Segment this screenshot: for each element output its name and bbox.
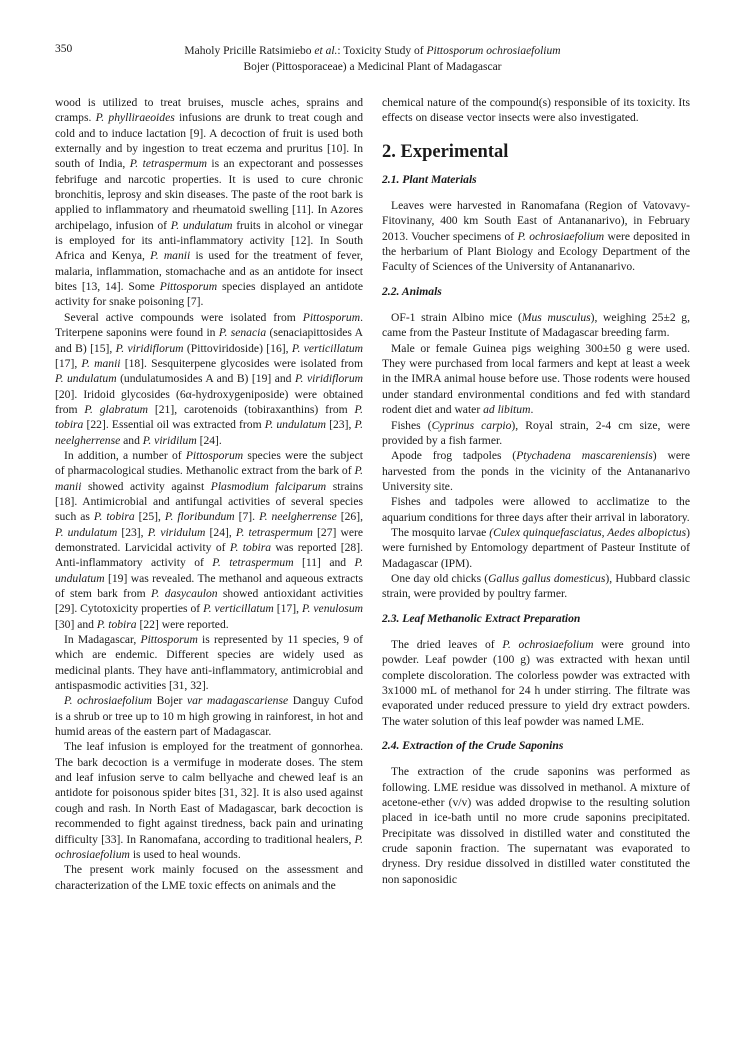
italic-text: Ptychadena mascareniensis [516,449,653,463]
text-run: Male or female Guinea pigs weighing 300±50 g were used. They were purchased from local farmers and kept at least a week in the IMRA animal house before use. Those rodents were housed under standard environmental conditions and fed with standard rodent diet and water [382,341,690,417]
italic-text: Gallus gallus domesticus [488,571,606,585]
text-run: The mosquito larvae [391,525,490,539]
text-run: ) were furnished by Entomology department of Pasteur Institute of Madagascar (IPM). [382,525,690,570]
italic-text: P. viridilum [142,433,197,447]
text-run: Fishes and tadpoles were allowed to acclimatize to the aquarium conditions for three days after their arrival in laboratory. [382,495,690,524]
text-run: [17], [273,602,302,616]
running-header-line-1 [150,43,595,59]
italic-text: P. verticillatum [203,602,274,616]
text-run: 2.1. Plant Materials [382,172,477,186]
text-run: strains [18]. Antimicrobial and antifungal activities of several species such as [55,479,363,524]
text-run: ), Hubbard classic strain, were provided by poultry farmer. [382,571,690,601]
text-run: showed activity against [81,479,211,493]
italic-text: P. tetraspermum [235,525,313,539]
italic-text: P. tobira [96,617,137,631]
italic-text: Mus musculus [521,311,591,325]
italic-text: Pittosporum [302,310,361,324]
italic-text: P. verticillatum [291,341,363,355]
text-run: [25], [134,510,165,524]
text-run: The extraction of the crude saponins was performed as following. LME residue was dissolved in methanol. A mixture of acetone-ether (v/v) was added dropwise to the resulting solution placed in ice-bath until no more crude saponins precipitated. Precipitate was dissolved in distilled water and constituted the crude saponin fraction. The supernatant was evaporated to dryness. Dry residue dissolved in distilled water constituted the non saponosidic [382,765,690,886]
page-number: 350 [55,43,73,55]
text-run: is used for the treatment of fever, malaria, inflammation, stomachache and as an antidote for insect bites [13, 14]. Some [55,249,364,294]
italic-text: P. floribundum [164,510,235,524]
italic-text: Pittosporum [159,280,218,294]
text-run: species were the subject of pharmacological studies. Methanolic extract from the bark of [55,448,363,478]
italic-text: P. dasycaulon [150,587,218,600]
italic-text: P. undulatum [55,556,364,585]
running-header [150,43,595,75]
text-run: (undulatumosides A and B) [19] and [116,372,295,386]
paragraph [382,637,690,729]
italic-text: P. ochrosiaefolium [64,694,152,708]
italic-text: P. undulatum [264,418,326,432]
paragraph [55,95,363,310]
subsection-heading [382,172,690,187]
paragraph [55,310,363,448]
italic-text: P. ochrosiaefolium [55,832,363,861]
text-run: is used to heal wounds. [129,847,241,861]
paragraph [382,448,690,494]
italic-text: P. manii [81,356,121,370]
paragraph [382,494,690,525]
text-run: [30] and [55,617,97,631]
text-run: ), Royal strain, 2-4 cm size, were provided by a fish farmer. [382,418,690,447]
text-run: [11] and [293,556,355,570]
italic-text: ad libitum [483,403,531,417]
italic-text: P. venulosum [301,602,363,616]
subsection-heading [382,738,690,753]
text-run: Several active compounds were isolated from [64,310,303,324]
italic-text: P. manii [150,249,191,263]
subsection-heading [382,284,690,299]
text-run: Leaves were harvested in Ranomafana (Region of Vatovavy-Fitovinany, 400 km South East of Antananarivo), in February 2013. Voucher specimens of [382,199,690,243]
italic-text: P. viridiflorum [294,372,363,386]
section-heading [382,141,690,163]
text-run: ), weighing 25±2 g, came from the Pasteur Institute of Madagascar breeding farm. [382,311,690,340]
italic-text: P. undulatum [170,218,233,232]
text-run: [21], carotenoids (tobiraxanthins) from [148,402,355,416]
paragraph [382,571,690,602]
text-run: Apode frog tadpoles ( [391,449,517,463]
text-run: and [120,433,143,447]
italic-text: P. tobira [55,402,364,432]
italic-text: Plasmodium falciparum [210,479,327,493]
italic-text: P. ochrosiaefolium [517,229,605,243]
text-run: . [530,403,534,417]
text-run: [24], [205,525,236,539]
text-run: (Pittoviridoside) [16], [183,341,292,355]
text-run: 2. Experimental [382,141,509,162]
italic-text: P. neelgherrense [55,418,363,447]
italic-text: P. tetraspermum [129,157,208,171]
italic-text: P. neelgherrense [259,510,337,524]
right-column [382,95,690,887]
text-run: wood is utilized to treat bruises, muscle aches, sprains and cramps. [55,96,363,125]
paragraph [55,448,363,632]
italic-text: P. undulatum [55,372,117,386]
text-run: Danguy Cufod is a shrub or tree up to 10 m high growing in rainforest, in hot and humid areas of the eastern part of Madagascar. [55,694,363,739]
italic-text: P. phylliraeoides [95,111,175,125]
paragraph [382,525,690,571]
text-run: 2.3. Leaf Methanolic Extract Preparation [382,611,581,625]
text-run: The dried leaves of [391,637,503,651]
text-run: is represented by 11 species, 9 of which are endemic. Different species are widely used as medicinal plants. They have anti-inflammatory, antimicrobial and antispasmodic activities [31, 32]. [55,633,363,693]
et-al: et al. [314,45,338,57]
text-run: . Triterpene saponins were found in [55,310,363,340]
text-run: One day old chicks ( [391,571,489,585]
text-run: is an expectorant and possesses febrifuge and narcotic properties. It is used to cure chronic bronchitis, leprosy and skin diseases. The paste of the root bark is applied to inflammatory and rheumatoid swelling [11]. In Azores archipelago, infusion of [55,157,363,232]
italic-text: P. undulatum [55,525,118,539]
text-run: [20]. Iridoid glycosides (6α-hydroxygeniposide) were obtained from [55,387,363,416]
text-run: [19] was revealed. The methanol and aqueous extracts of stem bark from [55,571,363,600]
text-run: [7]. [234,510,260,524]
paragraph [55,632,363,693]
paragraph [382,418,690,449]
authors: Maholy Pricille Ratsimiebo [184,45,315,57]
text-run: fruits in alcohol or vinegar is employed for its anti-inflammatory activity [12]. In South Africa and Kenya, [55,218,364,263]
text-run: ) were harvested from the ponds in the vicinity of the Antananarivo University site. [382,449,691,493]
paragraph [382,310,690,341]
text-run: 2.2. Animals [382,284,442,298]
text-run: was reported [28]. Anti-inflammatory activity of [55,540,363,570]
text-run: [17], [55,356,82,370]
text-run: [26], [336,510,363,524]
italic-text: var madagascariense [186,694,289,708]
text-run: OF-1 strain Albino mice ( [391,311,522,325]
text-run: [24]. [196,433,222,447]
paragraph [382,198,690,275]
text-run: [27] were demonstrated. Larvicidal activity of [55,525,364,554]
text-run: were ground into powder. Leaf powder (100 g) was extracted with hexan until complete discoloration. The colorless powder was extracted with 3x1000 mL of methanol for 24 h under stirring. The filtrate was evaporated under reduced pressure to yield dry extract powders. The water solution of this leaf powder was named LME. [382,637,690,728]
italic-text: P. viridiflorum [115,341,184,355]
text-run: [23], [117,525,148,539]
italic-text: P. viridulum [147,525,206,539]
text-run: [22]. Essential oil was extracted from [83,418,265,432]
text-run: chemical nature of the compound(s) responsible of its toxicity. Its effects on disease vector insects were also investigated. [382,96,690,125]
italic-text: Pittosporum [140,633,198,647]
italic-text: P. senacia [218,326,267,340]
text-run: [22] were reported. [136,617,229,631]
italic-text: P. tetraspermum [212,556,294,570]
text-run: Fishes ( [391,418,432,432]
species-name: Pittosporum ochrosiaefolium [426,45,561,57]
text-run: In addition, a number of [64,448,186,462]
paragraph [55,862,363,893]
text-run: The present work mainly focused on the assessment and characterization of the LME toxic effects on animals and the [55,863,363,892]
italic-text: P. manii [55,464,363,493]
text-run: Bojer [152,694,187,708]
text-run: 2.4. Extraction of the Crude Saponins [382,739,564,753]
running-header-line-2: Bojer (Pittosporaceae) a Medicinal Plant of Madagascar [243,61,502,73]
text-run: infusions are drunk to treat cough and cold and to induce lactation [9]. A decoction of fruit is used both externally and by ingestion to treat eczema and pruritus [10]. In south of India, [55,111,364,171]
paragraph [382,95,690,126]
italic-text: P. glabratum [84,402,149,416]
text-run: were deposited in the herbarium of Plant Biology and Ecology Department of the Faculty of Sciences of the University of Antananarivo. [382,229,691,274]
text-run: [23], [325,418,355,432]
text-run: [18]. Sesquiterpene glycosides were isolated from [120,356,363,370]
paragraph [55,693,363,739]
paragraph [382,341,690,418]
italic-text: P. ochrosiaefolium [502,637,594,651]
left-column [55,95,363,893]
paragraph [55,739,363,862]
text-run: In Madagascar, [64,633,141,647]
subsection-heading [382,611,690,626]
italic-text: (Culex quinquefasciatus, Aedes albopictus [489,525,687,539]
text-run: (senaciapittosides A and B) [15], [55,326,363,355]
italic-text: Pittosporum [185,448,244,462]
italic-text: P. tobira [229,540,272,554]
text-run: The leaf infusion is employed for the treatment of gonnorhea. The bark decoction is a vermifuge in moderate doses. The stem and leaf infusion serve to calm bellyache and chewed leaf is an antidote for poisonous spider bites [31, 32]. It is also used against cough and rash. In North East of Madagascar, bark decoction is recommended to fight against tiredness, back pain and urinating difficulty [33]. In Ranomafana, according to traditional healers, [55,740,363,846]
italic-text: P. tobira [93,510,135,524]
text-run: species displayed an antidote activity for snake poisoning [7]. [55,280,363,309]
title-text: : Toxicity Study of [337,45,427,57]
italic-text: Cyprinus carpio [431,418,512,432]
text-run: showed antioxidant activities [29]. Cytotoxicity properties of [55,587,363,616]
paragraph [382,764,690,887]
